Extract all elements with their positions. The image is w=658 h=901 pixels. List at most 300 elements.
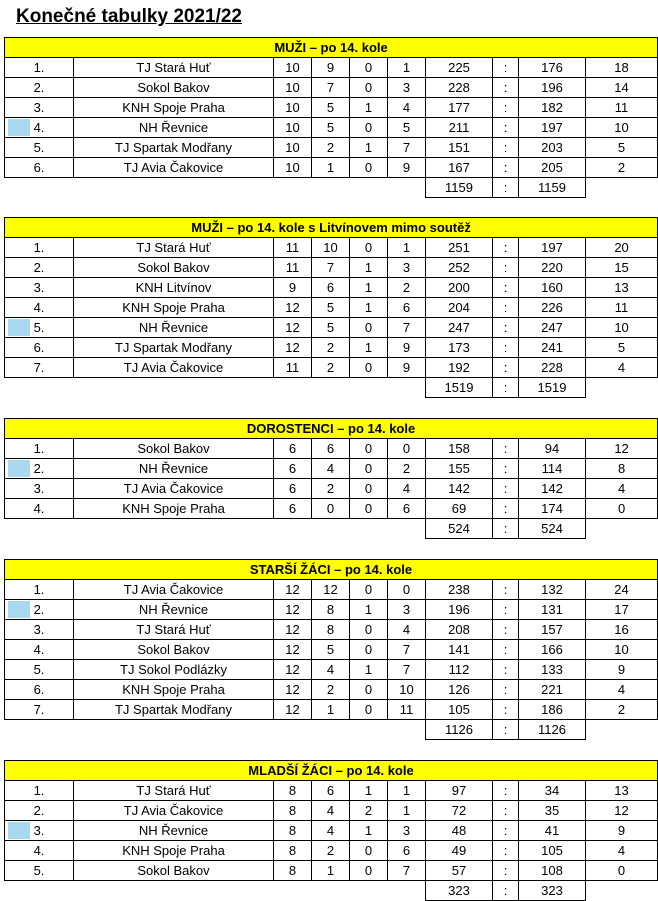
cell-matches: 12 bbox=[274, 318, 312, 338]
highlight-marker bbox=[8, 119, 30, 136]
cell-draws: 2 bbox=[350, 801, 388, 821]
cell-losses: 7 bbox=[388, 660, 426, 680]
cell-rank bbox=[5, 58, 74, 78]
cell-draws: 1 bbox=[350, 600, 388, 620]
cell-points-against: 203 bbox=[519, 138, 586, 158]
cell-points-against: 205 bbox=[519, 158, 586, 178]
table-heading: MUŽI – po 14. kole s Litvínovem mimo soutěž bbox=[5, 218, 658, 238]
cell-rank bbox=[5, 278, 74, 298]
table-row bbox=[5, 78, 658, 98]
cell-points: 4 bbox=[586, 479, 658, 499]
standings-table bbox=[4, 217, 658, 398]
cell-points: 0 bbox=[586, 861, 658, 881]
rank-label: 5. bbox=[33, 863, 45, 878]
page-title: Konečné tabulky 2021/22 bbox=[16, 6, 242, 27]
cell-wins: 4 bbox=[312, 660, 350, 680]
cell-points-against: 166 bbox=[519, 640, 586, 660]
cell-losses: 9 bbox=[388, 338, 426, 358]
cell-wins: 1 bbox=[312, 158, 350, 178]
cell-team: TJ Stará Huť bbox=[74, 620, 274, 640]
table-header-row bbox=[5, 419, 658, 439]
cell-points-against: 186 bbox=[519, 700, 586, 720]
cell-points-for: 105 bbox=[426, 700, 493, 720]
cell-points-for: 72 bbox=[426, 801, 493, 821]
cell-points-for: 57 bbox=[426, 861, 493, 881]
cell-matches: 10 bbox=[274, 118, 312, 138]
table-header-row bbox=[5, 560, 658, 580]
cell-rank bbox=[5, 439, 74, 459]
cell-score-separator: : bbox=[493, 278, 519, 298]
cell-wins: 2 bbox=[312, 479, 350, 499]
cell-points-against: 174 bbox=[519, 499, 586, 519]
cell-wins: 8 bbox=[312, 620, 350, 640]
cell-team: KNH Spoje Praha bbox=[74, 98, 274, 118]
table-row bbox=[5, 278, 658, 298]
cell-draws: 0 bbox=[350, 479, 388, 499]
rank-label: 4. bbox=[33, 300, 45, 315]
cell-matches: 6 bbox=[274, 499, 312, 519]
cell-matches: 6 bbox=[274, 459, 312, 479]
cell-matches: 12 bbox=[274, 338, 312, 358]
cell-points-for: 69 bbox=[426, 499, 493, 519]
cell-losses: 6 bbox=[388, 499, 426, 519]
rank-label: 3. bbox=[33, 481, 45, 496]
cell-losses: 7 bbox=[388, 138, 426, 158]
total-points-for: 1159 bbox=[426, 178, 493, 198]
table-heading: STARŠÍ ŽÁCI – po 14. kole bbox=[5, 560, 658, 580]
cell-points: 10 bbox=[586, 640, 658, 660]
cell-score-separator: : bbox=[493, 258, 519, 278]
cell-points: 9 bbox=[586, 821, 658, 841]
cell-score-separator: : bbox=[493, 781, 519, 801]
cell-team: KNH Spoje Praha bbox=[74, 499, 274, 519]
cell-losses: 3 bbox=[388, 78, 426, 98]
cell-draws: 1 bbox=[350, 138, 388, 158]
cell-wins: 10 bbox=[312, 238, 350, 258]
cell-points: 10 bbox=[586, 118, 658, 138]
cell-points-against: 131 bbox=[519, 600, 586, 620]
table-row bbox=[5, 600, 658, 620]
cell-rank bbox=[5, 258, 74, 278]
table-row bbox=[5, 861, 658, 881]
table-heading: MUŽI – po 14. kole bbox=[5, 38, 658, 58]
total-points-for: 524 bbox=[426, 519, 493, 539]
rank-label: 3. bbox=[33, 622, 45, 637]
table-header-row bbox=[5, 38, 658, 58]
cell-points-for: 200 bbox=[426, 278, 493, 298]
rank-label: 4. bbox=[33, 642, 45, 657]
cell-matches: 8 bbox=[274, 821, 312, 841]
table-row bbox=[5, 338, 658, 358]
cell-points-for: 211 bbox=[426, 118, 493, 138]
cell-score-separator: : bbox=[493, 680, 519, 700]
cell-draws: 0 bbox=[350, 238, 388, 258]
cell-points-against: 197 bbox=[519, 238, 586, 258]
cell-points-for: 204 bbox=[426, 298, 493, 318]
cell-team: NH Řevnice bbox=[74, 821, 274, 841]
cell-losses: 1 bbox=[388, 781, 426, 801]
cell-rank bbox=[5, 158, 74, 178]
cell-points-against: 226 bbox=[519, 298, 586, 318]
highlight-marker bbox=[8, 319, 30, 336]
cell-matches: 8 bbox=[274, 801, 312, 821]
cell-points: 0 bbox=[586, 499, 658, 519]
cell-wins: 8 bbox=[312, 600, 350, 620]
cell-rank bbox=[5, 821, 74, 841]
cell-matches: 11 bbox=[274, 238, 312, 258]
cell-rank bbox=[5, 98, 74, 118]
cell-draws: 0 bbox=[350, 499, 388, 519]
cell-draws: 1 bbox=[350, 258, 388, 278]
total-points-against: 524 bbox=[519, 519, 586, 539]
cell-rank bbox=[5, 660, 74, 680]
cell-losses: 4 bbox=[388, 620, 426, 640]
rank-label: 3. bbox=[33, 823, 45, 838]
cell-rank bbox=[5, 318, 74, 338]
table-row bbox=[5, 439, 658, 459]
cell-losses: 7 bbox=[388, 640, 426, 660]
cell-draws: 0 bbox=[350, 680, 388, 700]
cell-rank bbox=[5, 841, 74, 861]
cell-losses: 4 bbox=[388, 98, 426, 118]
cell-points: 4 bbox=[586, 358, 658, 378]
cell-points-against: 34 bbox=[519, 781, 586, 801]
cell-team: NH Řevnice bbox=[74, 118, 274, 138]
cell-matches: 12 bbox=[274, 620, 312, 640]
table-row bbox=[5, 358, 658, 378]
cell-points-for: 177 bbox=[426, 98, 493, 118]
cell-matches: 6 bbox=[274, 479, 312, 499]
table-row bbox=[5, 620, 658, 640]
cell-score-separator: : bbox=[493, 640, 519, 660]
cell-losses: 3 bbox=[388, 600, 426, 620]
cell-score-separator: : bbox=[493, 318, 519, 338]
cell-rank bbox=[5, 680, 74, 700]
cell-score-separator: : bbox=[493, 600, 519, 620]
cell-draws: 0 bbox=[350, 318, 388, 338]
cell-matches: 12 bbox=[274, 700, 312, 720]
cell-wins: 2 bbox=[312, 358, 350, 378]
cell-team: TJ Spartak Modřany bbox=[74, 700, 274, 720]
cell-points-against: 157 bbox=[519, 620, 586, 640]
table-row bbox=[5, 499, 658, 519]
table-row bbox=[5, 238, 658, 258]
cell-wins: 2 bbox=[312, 841, 350, 861]
cell-wins: 5 bbox=[312, 118, 350, 138]
table-row bbox=[5, 660, 658, 680]
cell-draws: 0 bbox=[350, 620, 388, 640]
cell-matches: 9 bbox=[274, 278, 312, 298]
cell-team: TJ Spartak Modřany bbox=[74, 138, 274, 158]
cell-score-separator: : bbox=[493, 841, 519, 861]
cell-points-for: 112 bbox=[426, 660, 493, 680]
cell-matches: 12 bbox=[274, 580, 312, 600]
standings-table bbox=[4, 418, 658, 539]
cell-team: TJ Avia Čakovice bbox=[74, 479, 274, 499]
cell-team: TJ Avia Čakovice bbox=[74, 580, 274, 600]
cell-team: KNH Spoje Praha bbox=[74, 298, 274, 318]
cell-rank bbox=[5, 781, 74, 801]
cell-points: 8 bbox=[586, 459, 658, 479]
cell-wins: 6 bbox=[312, 781, 350, 801]
cell-points-against: 160 bbox=[519, 278, 586, 298]
total-points-against: 323 bbox=[519, 881, 586, 901]
cell-points-against: 105 bbox=[519, 841, 586, 861]
rank-label: 6. bbox=[33, 682, 45, 697]
cell-team: TJ Stará Huť bbox=[74, 238, 274, 258]
cell-wins: 6 bbox=[312, 439, 350, 459]
highlight-marker bbox=[8, 601, 30, 618]
cell-matches: 6 bbox=[274, 439, 312, 459]
cell-draws: 0 bbox=[350, 58, 388, 78]
cell-score-separator: : bbox=[493, 338, 519, 358]
rank-label: 3. bbox=[33, 280, 45, 295]
table-row bbox=[5, 479, 658, 499]
cell-score-separator: : bbox=[493, 158, 519, 178]
cell-points-against: 220 bbox=[519, 258, 586, 278]
table-header-row bbox=[5, 761, 658, 781]
cell-rank bbox=[5, 640, 74, 660]
total-separator: : bbox=[493, 178, 519, 198]
cell-team: TJ Stará Huť bbox=[74, 58, 274, 78]
cell-points-against: 132 bbox=[519, 580, 586, 600]
totals-row bbox=[5, 881, 658, 901]
cell-score-separator: : bbox=[493, 801, 519, 821]
cell-matches: 12 bbox=[274, 660, 312, 680]
cell-rank bbox=[5, 600, 74, 620]
cell-wins: 1 bbox=[312, 700, 350, 720]
cell-team: TJ Avia Čakovice bbox=[74, 801, 274, 821]
cell-score-separator: : bbox=[493, 821, 519, 841]
cell-rank bbox=[5, 861, 74, 881]
totals-spacer bbox=[586, 881, 658, 901]
highlight-marker bbox=[8, 460, 30, 477]
total-separator: : bbox=[493, 881, 519, 901]
cell-points-for: 126 bbox=[426, 680, 493, 700]
cell-score-separator: : bbox=[493, 98, 519, 118]
cell-draws: 0 bbox=[350, 580, 388, 600]
table-row bbox=[5, 138, 658, 158]
cell-wins: 5 bbox=[312, 98, 350, 118]
cell-points: 24 bbox=[586, 580, 658, 600]
totals-spacer bbox=[5, 378, 426, 398]
cell-score-separator: : bbox=[493, 118, 519, 138]
totals-row bbox=[5, 178, 658, 198]
cell-points-against: 241 bbox=[519, 338, 586, 358]
cell-points: 17 bbox=[586, 600, 658, 620]
cell-rank bbox=[5, 238, 74, 258]
cell-points-against: 114 bbox=[519, 459, 586, 479]
cell-points-for: 173 bbox=[426, 338, 493, 358]
cell-losses: 6 bbox=[388, 298, 426, 318]
table-row bbox=[5, 680, 658, 700]
cell-team: Sokol Bakov bbox=[74, 78, 274, 98]
cell-points-against: 94 bbox=[519, 439, 586, 459]
table-heading: MLADŠÍ ŽÁCI – po 14. kole bbox=[5, 761, 658, 781]
cell-wins: 2 bbox=[312, 338, 350, 358]
cell-rank bbox=[5, 499, 74, 519]
table-row bbox=[5, 580, 658, 600]
table-row bbox=[5, 158, 658, 178]
cell-points: 12 bbox=[586, 439, 658, 459]
cell-draws: 0 bbox=[350, 118, 388, 138]
cell-points: 10 bbox=[586, 318, 658, 338]
cell-wins: 5 bbox=[312, 318, 350, 338]
cell-team: NH Řevnice bbox=[74, 459, 274, 479]
cell-points-against: 142 bbox=[519, 479, 586, 499]
cell-score-separator: : bbox=[493, 580, 519, 600]
table-row bbox=[5, 821, 658, 841]
cell-losses: 3 bbox=[388, 258, 426, 278]
cell-points-against: 133 bbox=[519, 660, 586, 680]
totals-row bbox=[5, 378, 658, 398]
cell-points: 20 bbox=[586, 238, 658, 258]
cell-matches: 12 bbox=[274, 640, 312, 660]
cell-draws: 1 bbox=[350, 298, 388, 318]
rank-label: 2. bbox=[33, 461, 45, 476]
cell-wins: 2 bbox=[312, 680, 350, 700]
cell-points-for: 141 bbox=[426, 640, 493, 660]
table-row bbox=[5, 801, 658, 821]
cell-wins: 4 bbox=[312, 459, 350, 479]
table-row bbox=[5, 98, 658, 118]
cell-score-separator: : bbox=[493, 358, 519, 378]
cell-points-for: 97 bbox=[426, 781, 493, 801]
cell-score-separator: : bbox=[493, 238, 519, 258]
cell-points-for: 151 bbox=[426, 138, 493, 158]
total-points-for: 1126 bbox=[426, 720, 493, 740]
cell-points-for: 167 bbox=[426, 158, 493, 178]
cell-team: TJ Avia Čakovice bbox=[74, 358, 274, 378]
cell-losses: 9 bbox=[388, 158, 426, 178]
cell-points-against: 196 bbox=[519, 78, 586, 98]
cell-points: 5 bbox=[586, 138, 658, 158]
cell-points-for: 158 bbox=[426, 439, 493, 459]
cell-score-separator: : bbox=[493, 138, 519, 158]
cell-points-for: 142 bbox=[426, 479, 493, 499]
totals-spacer bbox=[586, 519, 658, 539]
cell-losses: 9 bbox=[388, 358, 426, 378]
totals-row bbox=[5, 720, 658, 740]
cell-team: TJ Avia Čakovice bbox=[74, 158, 274, 178]
cell-wins: 7 bbox=[312, 78, 350, 98]
cell-score-separator: : bbox=[493, 58, 519, 78]
cell-score-separator: : bbox=[493, 499, 519, 519]
cell-team: Sokol Bakov bbox=[74, 258, 274, 278]
cell-points-against: 247 bbox=[519, 318, 586, 338]
cell-losses: 7 bbox=[388, 318, 426, 338]
rank-label: 4. bbox=[33, 843, 45, 858]
rank-label: 7. bbox=[33, 360, 45, 375]
cell-losses: 2 bbox=[388, 278, 426, 298]
rank-label: 2. bbox=[33, 602, 45, 617]
cell-points-against: 35 bbox=[519, 801, 586, 821]
cell-losses: 5 bbox=[388, 118, 426, 138]
cell-points-for: 192 bbox=[426, 358, 493, 378]
cell-points: 15 bbox=[586, 258, 658, 278]
cell-losses: 0 bbox=[388, 439, 426, 459]
cell-points: 2 bbox=[586, 700, 658, 720]
cell-matches: 8 bbox=[274, 781, 312, 801]
cell-draws: 0 bbox=[350, 439, 388, 459]
cell-rank bbox=[5, 118, 74, 138]
cell-points-for: 228 bbox=[426, 78, 493, 98]
cell-draws: 0 bbox=[350, 459, 388, 479]
cell-rank bbox=[5, 479, 74, 499]
cell-points: 16 bbox=[586, 620, 658, 640]
cell-points-for: 208 bbox=[426, 620, 493, 640]
table-row bbox=[5, 118, 658, 138]
cell-rank bbox=[5, 459, 74, 479]
cell-losses: 1 bbox=[388, 801, 426, 821]
cell-draws: 0 bbox=[350, 700, 388, 720]
cell-losses: 3 bbox=[388, 821, 426, 841]
rank-label: 1. bbox=[33, 783, 45, 798]
cell-draws: 0 bbox=[350, 640, 388, 660]
table-row bbox=[5, 700, 658, 720]
total-separator: : bbox=[493, 519, 519, 539]
cell-score-separator: : bbox=[493, 459, 519, 479]
table-row bbox=[5, 640, 658, 660]
cell-draws: 0 bbox=[350, 841, 388, 861]
cell-team: KNH Spoje Praha bbox=[74, 841, 274, 861]
rank-label: 4. bbox=[33, 501, 45, 516]
cell-matches: 10 bbox=[274, 98, 312, 118]
rank-label: 7. bbox=[33, 702, 45, 717]
cell-team: NH Řevnice bbox=[74, 318, 274, 338]
cell-rank bbox=[5, 78, 74, 98]
cell-matches: 12 bbox=[274, 680, 312, 700]
cell-matches: 8 bbox=[274, 861, 312, 881]
cell-losses: 10 bbox=[388, 680, 426, 700]
rank-label: 5. bbox=[33, 140, 45, 155]
rank-label: 6. bbox=[33, 340, 45, 355]
standings-table bbox=[4, 760, 658, 901]
cell-matches: 8 bbox=[274, 841, 312, 861]
cell-rank bbox=[5, 620, 74, 640]
cell-points-against: 108 bbox=[519, 861, 586, 881]
totals-spacer bbox=[5, 178, 426, 198]
cell-points: 4 bbox=[586, 841, 658, 861]
cell-losses: 11 bbox=[388, 700, 426, 720]
standings-table bbox=[4, 37, 658, 198]
cell-matches: 11 bbox=[274, 258, 312, 278]
cell-wins: 7 bbox=[312, 258, 350, 278]
totals-row bbox=[5, 519, 658, 539]
cell-points-for: 155 bbox=[426, 459, 493, 479]
totals-spacer bbox=[5, 720, 426, 740]
cell-points-for: 251 bbox=[426, 238, 493, 258]
cell-points-against: 197 bbox=[519, 118, 586, 138]
totals-spacer bbox=[586, 178, 658, 198]
cell-matches: 10 bbox=[274, 58, 312, 78]
rank-label: 1. bbox=[33, 240, 45, 255]
cell-wins: 9 bbox=[312, 58, 350, 78]
cell-wins: 6 bbox=[312, 278, 350, 298]
cell-rank bbox=[5, 358, 74, 378]
cell-losses: 6 bbox=[388, 841, 426, 861]
cell-score-separator: : bbox=[493, 78, 519, 98]
total-points-for: 323 bbox=[426, 881, 493, 901]
table-row bbox=[5, 298, 658, 318]
cell-points: 13 bbox=[586, 781, 658, 801]
cell-points-for: 48 bbox=[426, 821, 493, 841]
cell-team: Sokol Bakov bbox=[74, 439, 274, 459]
cell-losses: 4 bbox=[388, 479, 426, 499]
cell-matches: 11 bbox=[274, 358, 312, 378]
cell-rank bbox=[5, 700, 74, 720]
total-points-against: 1159 bbox=[519, 178, 586, 198]
